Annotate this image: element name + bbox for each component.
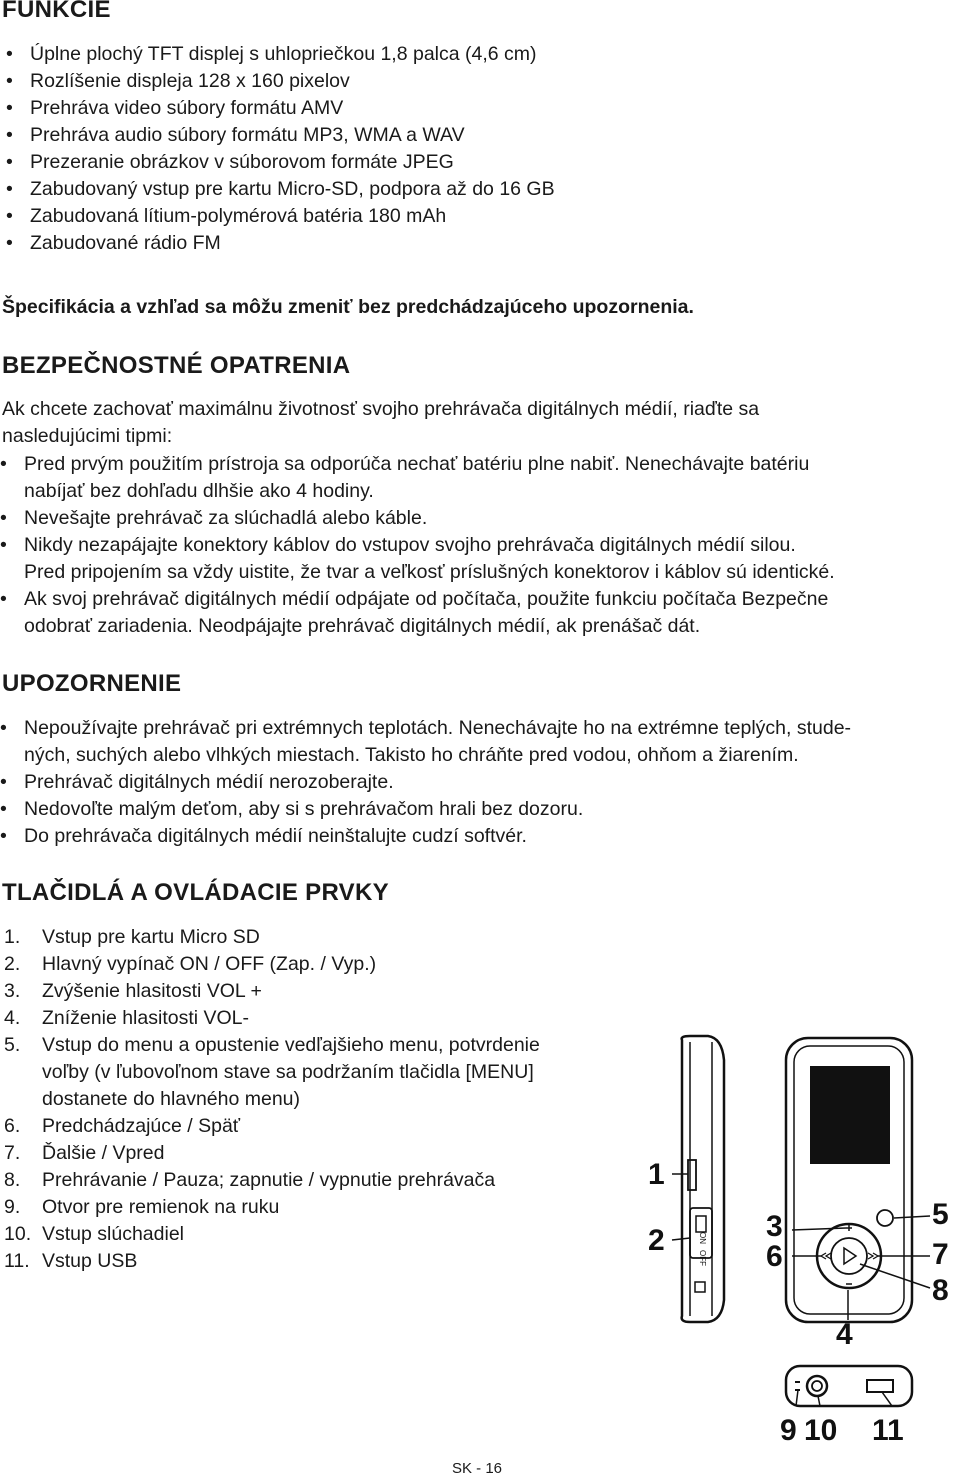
- list-item-line: Zníženie hlasitosti VOL-: [42, 1007, 250, 1029]
- list-item-line: Vstup do menu a opustenie vedľajšieho menu, potvrdenie: [42, 1034, 540, 1056]
- warning-item: [24, 823, 960, 850]
- warning-list: [24, 715, 960, 850]
- safety-item: [24, 586, 960, 640]
- safety-list: [24, 451, 960, 640]
- device-front-view: [786, 1038, 912, 1322]
- device-side-view: [682, 1036, 724, 1322]
- device-diagram: [620, 1020, 960, 1450]
- safety-item: [24, 451, 960, 505]
- safety-item: [24, 532, 960, 586]
- control-item: [4, 1113, 644, 1140]
- control-number: 8.: [4, 1169, 21, 1191]
- section-title-controls: TLAČIDLÁ A OVLÁDACIE PRVKY: [2, 879, 389, 906]
- safety-intro: [2, 396, 952, 450]
- control-item: [4, 1005, 644, 1032]
- control-number: 4.: [4, 1007, 21, 1029]
- switch-off-label: OFF: [698, 1250, 707, 1266]
- control-number: 10.: [4, 1223, 32, 1245]
- control-item: [4, 1194, 644, 1221]
- spec-change-note: Špecifikácia a vzhľad sa môžu zmeniť bez predchádzajúceho upozornenia.: [2, 296, 694, 318]
- list-item-line: nabíjať bez dohľadu dlhšie ako 4 hodiny.: [24, 480, 374, 502]
- list-item-line: odobrať zariadenia. Neodpájajte prehrávač digitálnych médií, ak prenášač dát.: [24, 615, 701, 637]
- features-list: [30, 41, 930, 257]
- page-number: SK - 16: [452, 1460, 503, 1477]
- list-item-line: Vstup USB: [42, 1250, 138, 1272]
- list-item-line: • Pred prvým použitím prístroja sa odporúča nechať batériu plne nabiť. Nenechávajte batériu: [24, 453, 810, 475]
- warning-item: [24, 796, 960, 823]
- control-item: [4, 1221, 644, 1248]
- list-item-line: Vstup slúchadiel: [42, 1223, 185, 1245]
- list-item-line: Hlavný vypínač ON / OFF (Zap. / Vyp.): [42, 953, 377, 975]
- control-item: [4, 1167, 644, 1194]
- control-item: [4, 1140, 644, 1167]
- control-number: 11.: [4, 1250, 30, 1272]
- list-item-line: Prehrávanie / Pauza; zapnutie / vypnutie prehrávača: [42, 1169, 496, 1191]
- control-number: 6.: [4, 1115, 21, 1137]
- feature-item: • Úplne plochý TFT displej s uhlopriečkou 1,8 palca (4,6 cm): [30, 41, 930, 68]
- switch-labels: [698, 1232, 707, 1266]
- callout-10: 10: [804, 1414, 838, 1447]
- feature-item: • Zabudovaná lítium-polymérová batéria 180 mAh: [30, 203, 930, 230]
- control-number: 9.: [4, 1196, 21, 1218]
- warning-item: [24, 769, 960, 796]
- list-item-line: • Nikdy nezapájajte konektory káblov do vstupov svojho prehrávača digitálnych médií silou.: [24, 534, 796, 556]
- list-item-line: • Nedovoľte malým deťom, aby si s prehrávačom hrali bez dozoru.: [24, 798, 584, 820]
- feature-item: • Prehráva audio súbory formátu MP3, WMA a WAV: [30, 122, 930, 149]
- list-item-line: • Nepoužívajte prehrávač pri extrémnych teplotách. Nenechávajte ho na extrémne teplých, stude-: [24, 717, 852, 739]
- callout-8: 8: [932, 1274, 949, 1307]
- callout-7: 7: [932, 1238, 949, 1271]
- feature-item: • Prehráva video súbory formátu AMV: [30, 95, 930, 122]
- list-item-line: voľby (v ľubovoľnom stave sa podržaním tlačidla [MENU]: [42, 1061, 534, 1083]
- device-bottom-view: [786, 1366, 912, 1406]
- feature-item: • Prezeranie obrázkov v súborovom formáte JPEG: [30, 149, 930, 176]
- callout-1: 1: [648, 1158, 665, 1191]
- section-title-warning: UPOZORNENIE: [2, 670, 182, 697]
- feature-item: • Zabudovaný vstup pre kartu Micro-SD, podpora až do 16 GB: [30, 176, 930, 203]
- list-item-line: dostanete do hlavného menu): [42, 1088, 301, 1110]
- control-item: [4, 1248, 644, 1275]
- list-item-line: • Nevešajte prehrávač za slúchadlá alebo káble.: [24, 507, 428, 529]
- control-item: [4, 924, 644, 951]
- list-item-line: Predchádzajúce / Späť: [42, 1115, 241, 1137]
- callout-6: 6: [766, 1240, 783, 1273]
- callout-9: 9: [780, 1414, 797, 1447]
- section-title-safety: BEZPEČNOSTNÉ OPATRENIA: [2, 352, 351, 379]
- safety-intro-line: nasledujúcimi tipmi:: [2, 425, 173, 447]
- safety-intro-line: Ak chcete zachovať maximálnu životnosť svojho prehrávača digitálnych médií, riaďte sa: [2, 398, 760, 420]
- control-number: 3.: [4, 980, 21, 1002]
- warning-item: [24, 715, 960, 769]
- list-item-line: Vstup pre kartu Micro SD: [42, 926, 260, 948]
- list-item-line: ných, suchých alebo vlhkých miestach. Takisto ho chráňte pred vodou, ohňom a žiarením.: [24, 744, 799, 766]
- section-title-funkcie: FUNKCIE: [2, 0, 111, 23]
- control-item: [4, 978, 644, 1005]
- control-item: [4, 951, 644, 978]
- safety-item: [24, 505, 960, 532]
- list-item-line: • Ak svoj prehrávač digitálnych médií odpájate od počítača, použite funkciu počítača Bezpečne: [24, 588, 829, 610]
- feature-item: • Rozlíšenie displeja 128 x 160 pixelov: [30, 68, 930, 95]
- control-number: 7.: [4, 1142, 21, 1164]
- list-item-line: Ďalšie / Vpred: [42, 1142, 165, 1164]
- control-number: 5.: [4, 1034, 21, 1056]
- callout-2: 2: [648, 1224, 665, 1257]
- control-item: [4, 1032, 644, 1113]
- control-number: 2.: [4, 953, 21, 975]
- list-item-line: Zvýšenie hlasitosti VOL +: [42, 980, 262, 1002]
- list-item-line: Pred pripojením sa vždy uistite, že tvar a veľkosť príslušných konektorov i káblov sú identické.: [24, 561, 835, 583]
- callout-11: 11: [872, 1414, 904, 1447]
- callout-5: 5: [932, 1198, 949, 1231]
- switch-on-label: ON: [698, 1232, 707, 1244]
- list-item-line: • Prehrávač digitálnych médií nerozoberajte.: [24, 771, 394, 793]
- controls-list: [4, 924, 644, 1275]
- list-item-line: Otvor pre remienok na ruku: [42, 1196, 280, 1218]
- callout-4: 4: [836, 1318, 853, 1351]
- list-item-line: • Do prehrávača digitálnych médií neinštalujte cudzí softvér.: [24, 825, 527, 847]
- control-number: 1.: [4, 926, 21, 948]
- callout-3: 3: [766, 1210, 783, 1243]
- feature-item: • Zabudované rádio FM: [30, 230, 930, 257]
